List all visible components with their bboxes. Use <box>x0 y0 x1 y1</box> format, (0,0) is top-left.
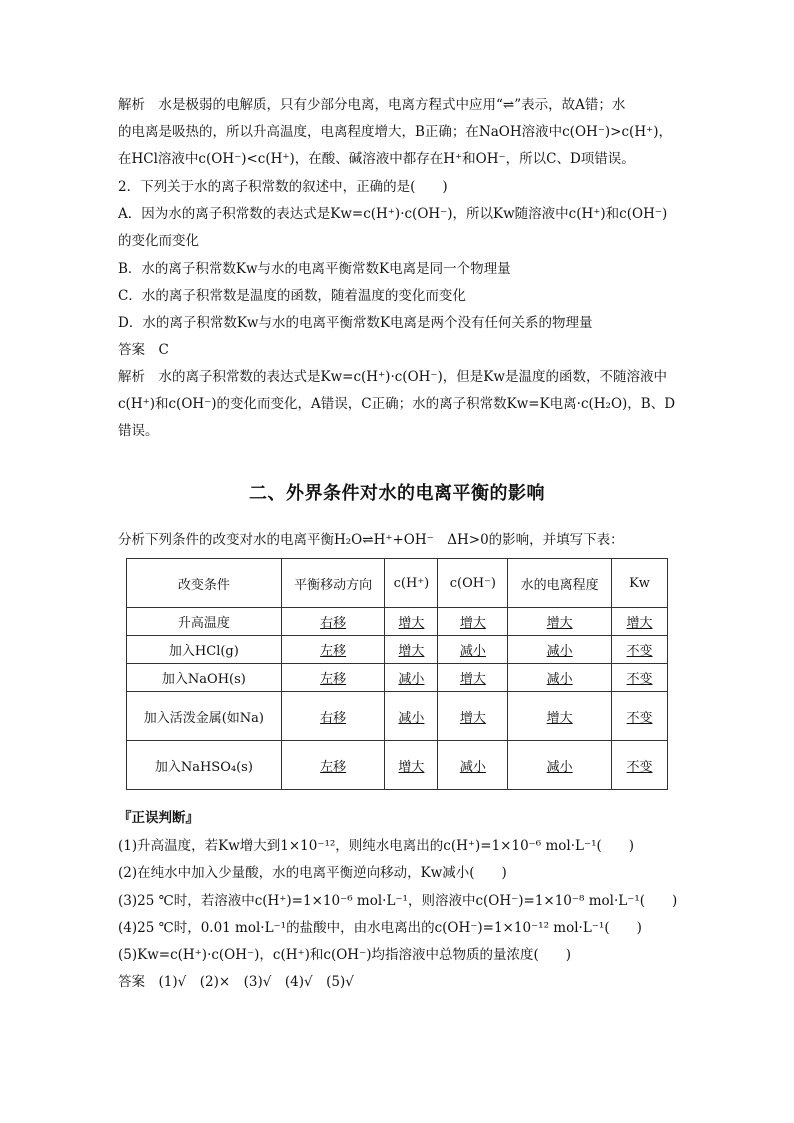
table-cell: 减小 <box>508 741 612 790</box>
explanation: 错误。 <box>118 423 159 439</box>
judge-answer: 答案 (1)√ (2)× (3)√ (4)√ (5)√ <box>118 974 354 990</box>
header-cell: 平衡移动方向 <box>281 559 385 608</box>
header-cell: Kw <box>612 559 668 608</box>
header-cell: 水的电离程度 <box>508 559 612 608</box>
judge-item: (2)在纯水中加入少量酸，水的电离平衡逆向移动，Kw减小( ) <box>118 865 507 881</box>
table-cell: 增大 <box>508 692 612 741</box>
table-cell: 增大 <box>612 608 668 636</box>
text-line: 在HCl溶液中c(OH⁻)<c(H⁺)，在酸、碱溶液中都存在H⁺和OH⁻，所以C、D项错误。 <box>118 151 635 167</box>
table-cell: 不变 <box>612 636 668 664</box>
option-b: B．水的离子积常数Kw与水的电离平衡常数K电离是同一个物理量 <box>118 261 511 277</box>
table-cell: 增大 <box>438 664 508 692</box>
table-cell: 不变 <box>612 692 668 741</box>
table-cell: 右移 <box>281 692 385 741</box>
explanation-q1 <box>118 96 678 166</box>
judge-item: (3)25 ℃时，若溶液中c(H⁺)=1×10⁻⁶ mol·L⁻¹，则溶液中c(OH⁻)=1×10⁻⁸ mol·L⁻¹( ) <box>118 893 678 909</box>
intro-text: 分析下列条件的改变对水的电离平衡H₂O⇌H⁺+OH⁻ ΔH>0的影响，并填写下表： <box>118 532 624 548</box>
table-header-row <box>127 559 668 608</box>
table-cell: 增大 <box>438 692 508 741</box>
table-cell: 减小 <box>385 664 438 692</box>
table-row <box>127 692 668 741</box>
question-stem: 2．下列关于水的离子积常数的叙述中，正确的是( ) <box>118 179 448 195</box>
table-cell: 减小 <box>508 664 612 692</box>
table-cell: 增大 <box>438 608 508 636</box>
answer: 答案 C <box>118 342 169 358</box>
condition-cell: 加入NaHSO₄(s) <box>127 741 282 790</box>
option-c: C．水的离子积常数是温度的函数，随着温度的变化而变化 <box>118 288 466 304</box>
table-cell: 增大 <box>385 636 438 664</box>
text-line: 解析 水是极弱的电解质，只有少部分电离，电离方程式中应用“⇌”表示，故A错；水 <box>118 97 626 113</box>
header-cell: c(OH⁻) <box>438 559 508 608</box>
table-cell: 左移 <box>281 636 385 664</box>
table-row <box>127 664 668 692</box>
option-a: A．因为水的离子积常数的表达式是Kw=c(H⁺)·c(OH⁻)，所以Kw随溶液中c(H⁺)和c(OH⁻) <box>118 206 668 222</box>
table-cell: 减小 <box>385 692 438 741</box>
judge-list <box>118 837 678 997</box>
table-cell: 不变 <box>612 664 668 692</box>
section-title: 二、外界条件对水的电离平衡的影响 <box>249 483 545 504</box>
table-cell: 右移 <box>281 608 385 636</box>
condition-cell: 加入HCl(g) <box>127 636 282 664</box>
table-cell: 左移 <box>281 741 385 790</box>
table-cell: 增大 <box>385 741 438 790</box>
table-cell: 增大 <box>508 608 612 636</box>
table-cell: 减小 <box>508 636 612 664</box>
judge-item: (1)升高温度，若Kw增大到1×10⁻¹²，则纯水电离出的c(H⁺)=1×10⁻⁶ mol·L⁻¹( ) <box>118 838 635 854</box>
table-row <box>127 636 668 664</box>
explanation: c(H⁺)和c(OH⁻)的变化而变化，A错误，C正确；水的离子积常数Kw=K电离·c(H₂O)，B、D <box>118 396 676 412</box>
condition-cell: 加入NaOH(s) <box>127 664 282 692</box>
table-cell: 减小 <box>438 741 508 790</box>
condition-cell: 升高温度 <box>127 608 282 636</box>
judge-item: (5)Kw=c(H⁺)·c(OH⁻)，c(H⁺)和c(OH⁻)均指溶液中总物质的量浓度( ) <box>118 947 572 963</box>
option-a-cont: 的变化而变化 <box>118 233 199 249</box>
table-row <box>127 741 668 790</box>
data-table <box>126 558 668 790</box>
table-cell: 增大 <box>385 608 438 636</box>
table-row <box>127 608 668 636</box>
judge-badge: 『正误判断』 <box>118 810 199 826</box>
condition-cell: 加入活泼金属(如Na) <box>127 692 282 741</box>
header-cell: 改变条件 <box>127 559 282 608</box>
table-cell: 左移 <box>281 664 385 692</box>
option-d: D．水的离子积常数Kw与水的电离平衡常数K电离是两个没有任何关系的物理量 <box>118 315 593 331</box>
header-cell: c(H⁺) <box>385 559 438 608</box>
judge-item: (4)25 ℃时，0.01 mol·L⁻¹的盐酸中，由水电离出的c(OH⁻)=1×10⁻¹² mol·L⁻¹( ) <box>118 920 642 936</box>
question-2 <box>118 178 678 438</box>
table-cell: 不变 <box>612 741 668 790</box>
text-line: 的电离是吸热的，所以升高温度，电离程度增大，B正确；在NaOH溶液中c(OH⁻)>c(H⁺)， <box>118 124 672 140</box>
table-cell: 减小 <box>438 636 508 664</box>
section-intro <box>118 531 678 551</box>
explanation: 解析 水的离子积常数的表达式是Kw=c(H⁺)·c(OH⁻)，但是Kw是温度的函数，不随溶液中 <box>118 369 667 385</box>
